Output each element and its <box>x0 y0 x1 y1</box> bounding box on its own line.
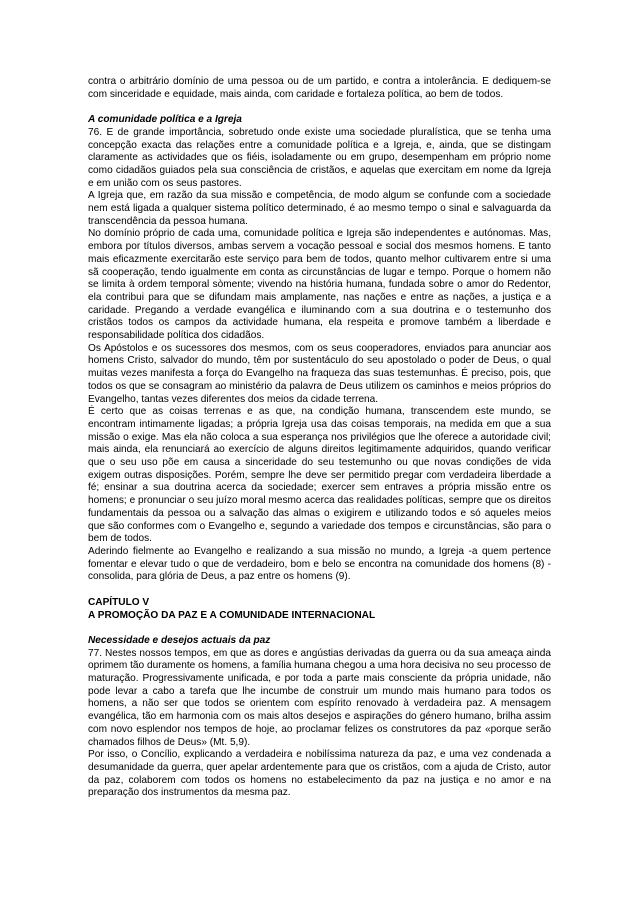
spacer <box>88 622 551 635</box>
paragraph: É certo que as coisas terrenas e as que, na condição humana, transcendem este mundo, se encontram intimamente ligadas; a própria Igreja usa das coisas temporais, na medida em que a sua missão o exige. Mas ela não coloca a sua esperança nos privilégios que lhe oferece a autoridade civil; mais ainda, ela renunciará ao exercício de alguns direitos legitimamente adquiridos, quando verificar que o seu uso põe em causa a sinceridade do seu testemunho ou que novas condições de vida exigem outras disposições. Porém, sempre lhe deve ser permitido pregar com verdadeira liberdade a fé; ensinar a sua doutrina acerca da sociedade; exercer sem entraves a própria missão entre os homens; e pronunciar o seu juízo moral mesmo acerca das realidades políticas, sempre que os direitos fundamentais da pessoa ou a salvação das almas o exigirem e utilizando todos e só aqueles meios que são conformes com o Evangelho e, segundo a variedade dos tempos e circunstâncias, são para o bem de todos. <box>88 406 551 545</box>
paragraph: Os Apóstolos e os sucessores dos mesmos, com os seus cooperadores, enviados para anunciar aos homens Cristo, salvador do mundo, têm por sustentáculo do seu apostolado o poder de Deus, o qual muitas vezes manifesta a força do Evangelho na fraqueza das suas testemunhas. É preciso, pois, que todos os que se consagram ao ministério da palavra de Deus utilizem os caminhos e meios próprios do Evangelho, tantas vezes diferentes dos meios da cidade terrena. <box>88 342 551 405</box>
document-page <box>88 76 551 800</box>
paragraph: No domínio próprio de cada uma, comunidade política e Igreja são independentes e autónomas. Mas, embora por títulos diversos, ambas servem a vocação pessoal e social dos mesmos homens. E tanto mais eficazmente exercitarão este serviço para bem de todos, quanto melhor cultivarem entre si uma sã cooperação, tendo igualmente em conta as circunstâncias de lugar e tempo. Porque o homem não se limita à ordem temporal sòmente; vivendo na história humana, fundada sobre o amor do Redentor, ela contribui para que se difundam mais amplamente, nas nações e entre as nações, a justiça e a caridade. Pregando a verdade evangélica e iluminando com a sua doutrina e o testemunho dos cristãos todos os campos da actividade humana, ela respeita e promove também a liberdade e responsabilidade política dos cidadãos. <box>88 228 551 342</box>
intro-paragraph: contra o arbitrário domínio de uma pessoa ou de um partido, e contra a intolerância. E dediquem-se com sinceridade e equidade, mais ainda, com caridade e fortaleza política, ao bem de todos. <box>88 76 551 100</box>
chapter-number: CAPÍTULO V <box>88 596 150 608</box>
spacer <box>88 101 551 114</box>
paragraph: Aderindo fielmente ao Evangelho e realizando a sua missão no mundo, a Igreja -a quem pertence fomentar e elevar tudo o que de verdadeiro, bom e belo se encontra na comunidade dos homens (8) - consolida, para glória de Deus, a paz entre os homens (9). <box>88 546 551 583</box>
section-heading: Necessidade e desejos actuais da paz <box>88 634 271 646</box>
spacer <box>88 584 551 597</box>
paragraph: 77. Nestes nossos tempos, em que as dores e angústias derivadas da guerra ou da sua ameaça ainda oprimem tão duramente os homens, a família humana chegou a uma hora decisiva no seu processo de maturação. Progressivamente unificada, e por toda a parte mais consciente da própria unidade, não pode levar a cabo a tarefa que lhe incumbe de construir um mundo mais humano para todos os homens, a não ser que todos se orientem com espírito renovado à verdadeira paz. A mensagem evangélica, tão em harmonia com os mais altos desejos e aspirações do género humano, brilha assim com novo esplendor nos tempos de hoje, ao proclamar felizes os construtores da paz «porque serão chamados filhos de Deus» (Mt. 5,9). <box>88 647 551 748</box>
chapter-title: A PROMOÇÃO DA PAZ E A COMUNIDADE INTERNACIONAL <box>88 609 376 621</box>
paragraph: 76. E de grande importância, sobretudo onde existe uma sociedade pluralística, que se tenha uma concepção exacta das relações entre a comunidade política e a Igreja, e, ainda, que se distingam claramente as actividades que os fiéis, isoladamente ou em grupo, desempenham em próprio nome como cidadãos guiados pela sua consciência de cristãos, e aquelas que exercitam em nome da Igreja e em união com os seus pastores. <box>88 126 551 189</box>
section-heading: A comunidade política e a Igreja <box>88 114 242 126</box>
paragraph: A Igreja que, em razão da sua missão e competência, de modo algum se confunde com a sociedade nem está ligada a qualquer sistema político determinado, é ao mesmo tempo o sinal e salvaguarda da transcendência da pessoa humana. <box>88 190 551 227</box>
paragraph: Por isso, o Concílio, explicando a verdadeira e nobilíssima natureza da paz, e uma vez condenada a desumanidade da guerra, quer apelar ardentemente para que os cristãos, com a ajuda de Cristo, autor da paz, colaborem com todos os homens no estabelecimento da paz na justiça e no amor e na preparação dos instrumentos da mesma paz. <box>88 749 551 799</box>
